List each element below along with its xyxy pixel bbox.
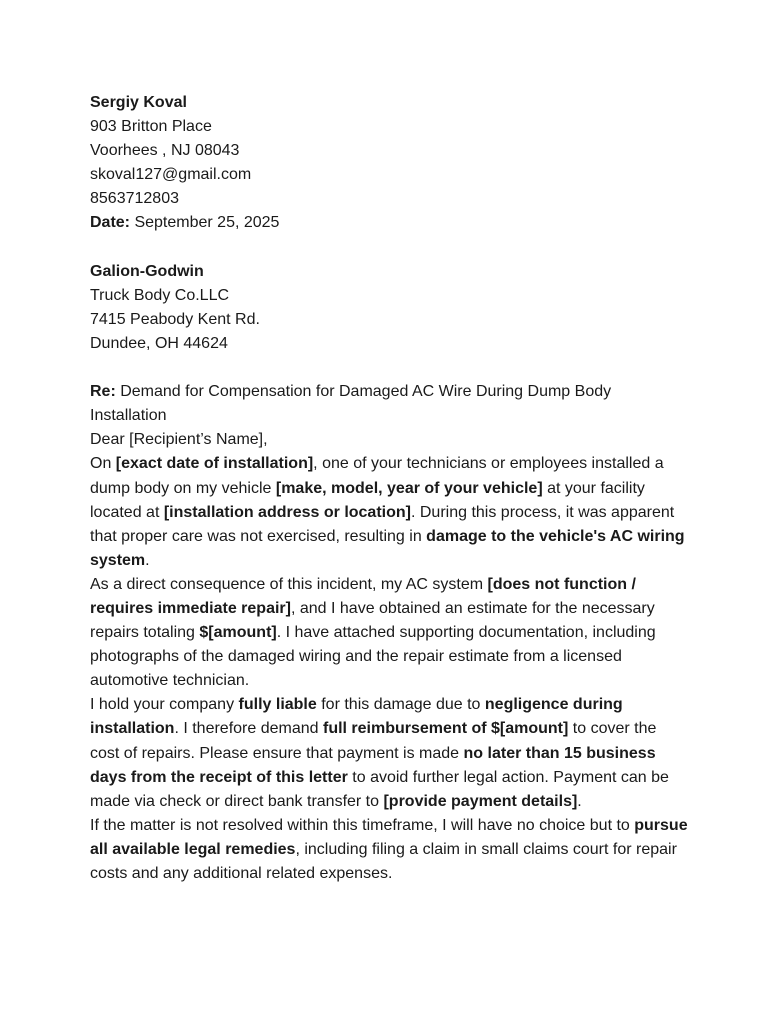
emphasized-text: [provide payment details] <box>383 792 578 810</box>
emphasized-text: [does not function / requires immediate repair] <box>90 575 636 617</box>
emphasized-text: damage to the vehicle's AC wiring system <box>90 527 685 569</box>
paragraph-text: If the matter is not resolved within this timeframe, I will have no choice but to <box>90 816 635 834</box>
spacer <box>90 356 688 380</box>
letter-page <box>90 91 688 886</box>
emphasized-text: pursue all available legal remedies <box>90 816 688 858</box>
paragraph-text: . I have attached supporting documentation, including photographs of the damaged wiring and the repair estimate from a licensed automotive technician. <box>90 624 656 690</box>
emphasized-text: no later than 15 business days from the receipt of this letter <box>90 744 656 786</box>
emphasized-text: [make, model, year of your vehicle] <box>275 479 543 497</box>
paragraph-text: I hold your company <box>90 696 239 714</box>
subject-line <box>90 380 688 428</box>
paragraph-text: . I therefore demand <box>174 720 323 738</box>
subject-text: Demand for Compensation for Damaged AC Wire During Dump Body Installation <box>90 383 612 425</box>
sender-block <box>90 91 688 236</box>
emphasized-text: $[amount] <box>199 624 277 642</box>
sender-name: Sergiy Koval <box>90 94 187 111</box>
body-paragraph <box>90 573 688 693</box>
paragraph-text: to cover the cost of repairs. Please ensure that payment is made <box>90 720 657 762</box>
date-label: Date: <box>90 214 131 232</box>
sender-street: 903 Britton Place <box>90 118 212 136</box>
emphasized-text: negligence during installation <box>90 696 623 738</box>
date-line <box>90 211 688 235</box>
emphasized-text: [exact date of installation] <box>115 455 314 473</box>
date-value: September 25, 2025 <box>130 214 280 232</box>
paragraph-text: , including filing a claim in small claims court for repair costs and any additional related expenses. <box>90 840 677 882</box>
paragraph-text: . During this process, it was apparent that proper care was not exercised, resulting in <box>90 503 675 545</box>
paragraph-text: . <box>145 551 150 569</box>
emphasized-text: [installation address or location] <box>163 503 411 521</box>
paragraph-text: , one of your technicians or employees installed a dump body on my vehicle <box>90 455 664 497</box>
spacer <box>90 236 688 260</box>
body-paragraph <box>90 693 688 813</box>
paragraph-text: On <box>90 455 116 473</box>
paragraph-text: at your facility located at <box>90 479 645 521</box>
paragraph-text: . <box>577 792 582 810</box>
paragraph-text: to avoid further legal action. Payment can be made via check or direct bank transfer to <box>90 768 669 810</box>
sender-phone: 8563712803 <box>90 190 179 208</box>
recipient-street: 7415 Peabody Kent Rd. <box>90 310 260 328</box>
recipient-company: Truck Body Co.LLC <box>90 286 230 304</box>
recipient-city-line: Dundee, OH 44624 <box>90 334 228 352</box>
sender-email: skoval127@gmail.com <box>90 166 252 184</box>
paragraph-text: for this damage due to <box>316 696 485 714</box>
paragraph-text: , and I have obtained an estimate for the necessary repairs totaling <box>90 599 655 642</box>
emphasized-text: full reimbursement of $[amount] <box>322 720 569 738</box>
letter-body <box>90 452 688 886</box>
paragraph-text: As a direct consequence of this incident, my AC system <box>90 575 488 593</box>
sender-city-line: Voorhees , NJ 08043 <box>90 142 240 160</box>
body-paragraph <box>90 452 688 572</box>
salutation: Dear [Recipient’s Name], <box>90 431 268 449</box>
emphasized-text: fully liable <box>238 696 317 714</box>
recipient-block <box>90 260 688 356</box>
body-paragraph <box>90 814 688 886</box>
subject-label: Re: <box>90 383 116 401</box>
recipient-name: Galion-Godwin <box>90 262 204 280</box>
